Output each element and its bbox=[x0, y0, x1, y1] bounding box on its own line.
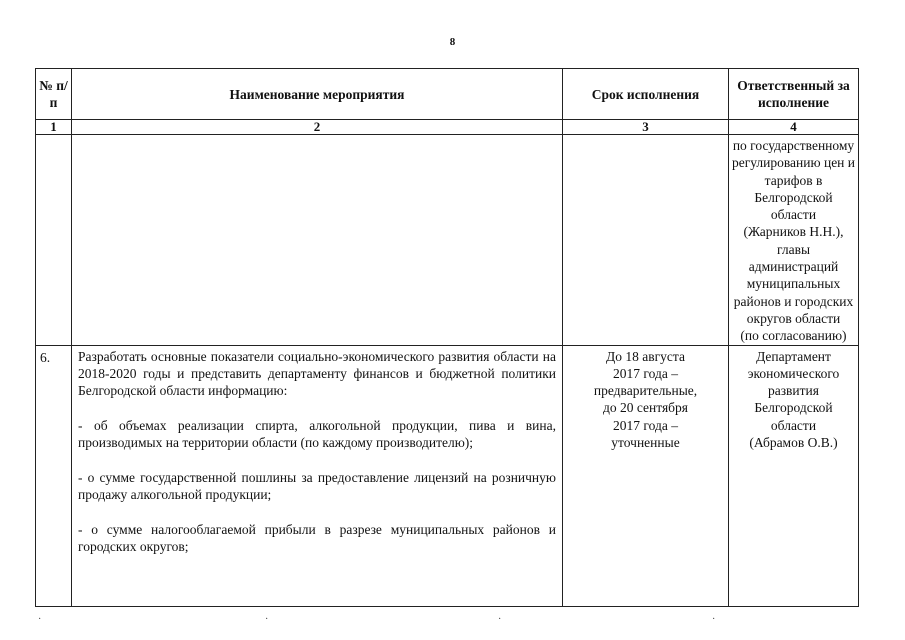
term-line: 2017 года – bbox=[613, 417, 678, 433]
cont-responsible-cell bbox=[729, 135, 859, 346]
column-number-4: 4 bbox=[729, 120, 859, 135]
cont-name-cell bbox=[72, 135, 563, 346]
scan-speck: · bbox=[498, 614, 502, 625]
term-line: до 20 сентября bbox=[602, 400, 688, 416]
column-number-3: 3 bbox=[563, 120, 729, 135]
responsible-line: (по согласованию) bbox=[740, 328, 847, 344]
row6-responsible-cell bbox=[729, 345, 859, 606]
header-term: Срок исполнения bbox=[563, 69, 729, 120]
cont-no-cell bbox=[36, 135, 72, 346]
responsible-line: по государственному bbox=[732, 138, 855, 153]
scan-speck: · bbox=[265, 614, 269, 625]
column-numbers-row bbox=[36, 120, 859, 135]
table-row-continuation bbox=[36, 135, 859, 346]
row6-paragraph: Разработать основные показатели социально-экономического развития области на 2018-2020 годы и представить департаменту финансов и бюджетной политики Белгородской области информацию: bbox=[78, 348, 556, 399]
table-header-row bbox=[36, 69, 859, 120]
column-number-2: 2 bbox=[72, 120, 563, 135]
term-line: 2017 года – bbox=[613, 365, 678, 381]
row6-term-cell bbox=[563, 345, 729, 606]
page-number: 8 bbox=[449, 36, 456, 48]
responsible-line: тарифов в bbox=[764, 172, 823, 188]
responsible-line: (Абрамов О.В.) bbox=[749, 435, 838, 451]
cont-term-cell bbox=[563, 135, 729, 346]
row6-paragraph: - об объемах реализации спирта, алкогольной продукции, пива и вина, производимых на территории области (по каждому производителю); bbox=[78, 417, 556, 451]
responsible-line: развития bbox=[767, 383, 819, 399]
responsible-line: регулированию цен и bbox=[731, 155, 856, 171]
term-line: уточненные bbox=[611, 435, 680, 451]
events-table bbox=[35, 68, 859, 607]
responsible-line: муниципальных bbox=[746, 276, 841, 292]
scan-speck: · bbox=[38, 614, 42, 625]
table-row-6 bbox=[36, 345, 859, 606]
responsible-line: Белгородской области bbox=[754, 189, 833, 223]
header-name: Наименование мероприятия bbox=[72, 69, 563, 120]
responsible-line: районов и городских bbox=[733, 293, 854, 309]
responsible-line: округов области bbox=[746, 310, 841, 326]
header-no: № п/п bbox=[36, 69, 72, 120]
row6-no: 6. bbox=[36, 345, 72, 606]
responsible-line: Департамент bbox=[756, 348, 831, 364]
responsible-line: (Жарников Н.Н.), bbox=[743, 224, 844, 240]
row6-paragraph: - о сумме налогооблагаемой прибыли в разрезе муниципальных районов и городских округов; bbox=[78, 521, 556, 554]
header-responsible: Ответственный за исполнение bbox=[729, 69, 859, 120]
row6-paragraph: - о сумме государственной пошлины за предоставление лицензий на розничную продажу алкогольной продукции; bbox=[78, 469, 556, 502]
responsible-line: главы администраций bbox=[748, 241, 839, 275]
term-line: До 18 августа bbox=[606, 348, 685, 364]
row6-name-cell bbox=[72, 345, 563, 606]
term-line: предварительные, bbox=[593, 383, 698, 399]
column-number-1: 1 bbox=[36, 120, 72, 135]
responsible-line: Белгородской области bbox=[754, 400, 833, 433]
responsible-line: экономического bbox=[747, 365, 840, 381]
scan-speck: · bbox=[712, 614, 716, 625]
